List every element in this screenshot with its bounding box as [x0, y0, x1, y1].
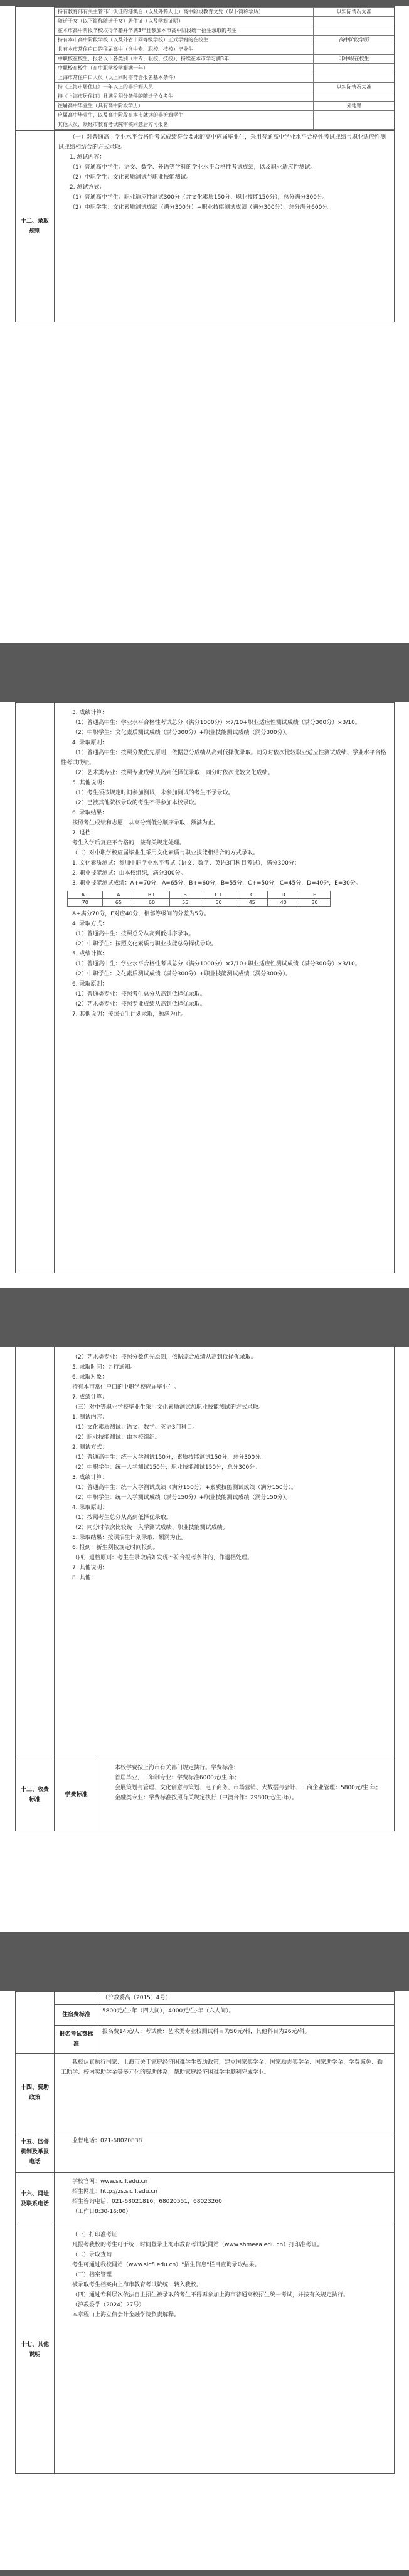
table-cell-note: [314, 92, 395, 102]
paragraph: （一）对普通高中学业水平合格性考试成绩符合要求的高中应届毕业生，采用普通高中学业水平合格性考试成绩与职业适应性测试成绩相结合的方式录取。: [58, 134, 386, 150]
table-row: [55, 111, 395, 120]
table-cell-condition: 中职校在校生（在中职学校学籍满一年）: [55, 64, 314, 73]
table-cell-condition: 持有本市高中阶段学校（以及外省市同等级学校）正式学籍的在校生: [55, 36, 314, 45]
table-cell-condition: 上海市常住户口人员（以上同时需符合报名基本条件）: [55, 73, 314, 83]
section-16-content: [55, 2173, 395, 2226]
paragraph: 6. 报到：新生须按规定时间报到。: [72, 1545, 159, 1551]
section-14-text: 我校认真执行国家、上海市关于家庭经济困难学生资助政策，建立国家奖学金、国家励志奖学金、国家助学金、学费减免、勤工助学、校内奖助学金等多元化的资助体系，帮助家庭经济困难学生顺利完成学业。: [61, 2059, 383, 2076]
paragraph: 凡报考我校的考生可于统一时间登录上海市教育考试院网站（www.shmeea.edu.cn）打印准考证。: [72, 2242, 323, 2248]
page3-content: [55, 1347, 395, 1759]
page3-left-blank: [16, 1347, 55, 1759]
paragraph: 2. 测试方式：: [72, 1444, 108, 1451]
paragraph: 5. 录取时间：另行通知。: [72, 1364, 136, 1370]
paragraph: 6. 录取结果：: [72, 810, 108, 816]
grade-value-cell: 45: [236, 899, 268, 907]
paragraph: （四）通过专科层次依法自主招生被录取的考生不得再参加上海市普通高校招生统一考试，并按有关规定执行。: [72, 2292, 349, 2298]
grade-value-cell: 70: [68, 899, 103, 907]
table-cell-note: [314, 17, 395, 26]
section-12-content: [55, 131, 395, 322]
paragraph: 2. 职业技能测试：由本校组织，满分300分。: [72, 870, 186, 876]
paragraph: （2）同分时依次比较统一入学测试成绩、职业技能测试成绩。: [72, 1525, 228, 1531]
document-page-1: [15, 6, 394, 643]
paragraph: （1）普通高中生：统一入学测试成绩（满分150分）+素质技能测试成绩（满分150分）。: [72, 1485, 297, 1491]
table-cell-note: 外地籍: [314, 102, 395, 111]
exam-fee-text: 报名费14元/人；考试费：艺术类专业校测试科目为50元/科，其他科目为26元/科。: [98, 2026, 395, 2054]
paragraph: （2）中职学生：按照文化素质与职业技能总分择优录取。: [72, 941, 217, 947]
table-row: [55, 45, 395, 55]
paragraph: 本章程由上海立信会计金融学院负责解释。: [72, 2312, 180, 2318]
paragraph: （1）普通高中生：学业水平合格性考试总分（满分1000分）×7/10+职业适应性测试成绩（满分300分）×3/10。: [72, 720, 361, 726]
page2-paras: [61, 708, 388, 888]
paragraph: （一）打印准考证: [72, 2232, 118, 2238]
section-17-label: 十七、其他说明: [16, 2226, 55, 2474]
document-page-4: [15, 1991, 394, 2570]
paragraph: 金融类专业：学费标准按照有关规定执行（中澳合作：29800元/生·年）。: [115, 1795, 298, 1801]
paragraph: （1）普通高中生：按照分数优先原则，依据总分成绩从高到低择优录取。同分时依次比较职业适应性测试成绩、学业水平合格性考试成绩。: [61, 750, 386, 766]
table-cell-condition: 应届高中毕业生，以及高中阶段在本市就读的非沪籍学生: [55, 111, 314, 120]
paragraph: 1. 测试内容：: [72, 1414, 108, 1421]
page4-left-blank: [16, 1992, 55, 2054]
grade-header-cell: A: [103, 891, 134, 899]
paragraph: 3. 职业技能测试成绩：A+=70分，A=65分，B+=60分，B=55分，C+=50分，C=45分，D=40分，E=30分。: [72, 880, 361, 886]
paragraph: （2）中职学生：统一入学测试150分，职业技能测试150分，总分300分。: [72, 1464, 261, 1471]
table-cell-condition: 随迁子女（以下简称随迁子女）居住证（以及学籍证明）: [55, 17, 314, 26]
table-cell-note: [314, 120, 395, 130]
paragraph: 7. 成绩计算：: [72, 1394, 108, 1401]
section-15-text: 监督电话：021-68020838: [72, 2138, 142, 2144]
page2-left-blank: [16, 703, 55, 1273]
paragraph: A+满分70分，E对应40分，相邻等级间的分差为5分。: [72, 911, 210, 917]
eligibility-inner-table: [55, 7, 395, 130]
paragraph: （2）中职学生：文化素质测试成绩（满分300分）+职业技能测试成绩（满分300分）。: [72, 971, 292, 977]
table-row: [55, 36, 395, 45]
document-page-2: [15, 702, 394, 1288]
paragraph: 7. 其他说明：按照招生计划录取，额满为止。: [72, 1011, 187, 1017]
section-13-label: 十三、收费标准: [16, 1759, 55, 1831]
paragraph: 7. 其他说明：: [72, 1565, 108, 1571]
page4-top-blank: [55, 1992, 98, 2005]
table-row: [55, 73, 395, 83]
paragraph: 1. 文化素质测试：参加中职学业水平考试（语文、数学、英语3门科目考试），满分300分；: [72, 860, 300, 866]
grade-value-cell: 65: [103, 899, 134, 907]
contact-line: （工作日8:30-16:00）: [72, 2209, 132, 2215]
exam-fee-label: 报名考试费标准: [55, 2026, 98, 2054]
grade-header-cell: D: [268, 891, 299, 899]
paragraph: （沪教委学（2024）27号）: [72, 2302, 145, 2308]
paragraph: （三）档案管理: [72, 2272, 112, 2278]
paragraph: （二）对中职学校应届毕业生采用文化素质与职业技能相结合的方式录取。: [72, 850, 259, 856]
paragraph: （2）中职学生：文化素质测试成绩（满分300分）+职业技能测试成绩（满分300分），总分满分600分。: [70, 204, 334, 211]
contact-line: 招生网址：http://zs.sicfl.edu.cn: [72, 2189, 157, 2195]
page-gap-top: [0, 0, 409, 6]
page-gap-1: [0, 643, 409, 702]
paragraph: （1）普通高中生：学业水平合格性考试总分（满分1000分）×7/10+职业适应性测试成绩（满分300分）×3/10。: [72, 961, 361, 967]
contact-line: 招生咨询电话：021-68021816，68020551，68023260: [72, 2199, 222, 2205]
page2-table: [15, 702, 395, 1273]
table-left-blank: [16, 7, 55, 130]
paragraph: （2）艺术类专业：按照分数优先原则，依据综合成绩从高到低择优录取。: [72, 1354, 257, 1360]
section-17-content: [55, 2226, 395, 2474]
paragraph: 按照考生成绩和志愿，从高分到低分顺序录取，额满为止。: [72, 820, 220, 826]
grade-value-cell: 55: [169, 899, 201, 907]
table-cell-note: [314, 64, 395, 73]
table-cell-note: [314, 26, 395, 36]
page2-paras-after: [61, 909, 388, 1019]
paragraph: 5. 录取结果：按照招生计划录取，额满为止。: [72, 1535, 187, 1541]
table-cell-condition: 往届高中毕业生（具有高中阶段学历）: [55, 102, 314, 111]
table-cell-note: 高中阶段学历: [314, 36, 395, 45]
table-cell-note: 以实际情况为准: [314, 83, 395, 92]
paragraph: 4. 录取方式：: [72, 921, 108, 927]
table-cell-condition: 持《上海市居住证》一年以上的非沪籍人员: [55, 83, 314, 92]
paragraph: 首届毕业，三年制专业：学费标准6000元/生·年；: [115, 1775, 240, 1781]
grade-header-cell: B+: [134, 891, 169, 899]
table-row: [55, 92, 395, 102]
paragraph: （1）普通高中生：统一入学测试150分，素质技能测试150分，总分300分。: [72, 1454, 267, 1461]
document-page-3: [15, 1347, 394, 1932]
paragraph: 持有本市常住户口的中职学校应届毕业生。: [72, 1384, 180, 1391]
paragraph: 4. 录取原则：: [72, 1505, 108, 1511]
page-gap-2: [0, 1288, 409, 1347]
table-cell-condition: 在本市高中阶段学校取得学籍并学满3年且参加本市高中阶段统一招生录取的考生: [55, 26, 314, 36]
page-gap-bottom: [0, 2570, 409, 2576]
eligibility-table: [15, 6, 395, 130]
paragraph: 4. 录取原则：: [72, 740, 108, 746]
section-15-label: 十五、监督机制及举报电话: [16, 2132, 55, 2173]
table-cell-note: [314, 45, 395, 55]
grade-value-cell: 40: [268, 899, 299, 907]
table-row: [55, 64, 395, 73]
page4-table: [15, 1991, 395, 2474]
paragraph: 考生入学后复查不合格的，按有关规定处理。: [72, 840, 186, 846]
section-13-content: [98, 1759, 395, 1831]
paragraph: 6. 录取原则：: [72, 981, 108, 987]
paragraph: 3. 成绩计算：: [72, 1475, 108, 1481]
page4-top-line: （沪教委高（2015）4号）: [98, 1992, 395, 2005]
section-13-sub-label: 学费标准: [55, 1759, 98, 1831]
paragraph: （1）普通高中生：按照总分从高到低排序录取。: [72, 931, 194, 937]
table-row: [55, 26, 395, 36]
paragraph: 6. 录取对象：: [72, 1374, 108, 1380]
paragraph: （2）艺术类专业：按照专业成绩从高到低择优录取，同分时依次比较文化成绩。: [72, 770, 274, 776]
paragraph: （1）普通高中学生：职业适应性测试300分（含文化素质150分、职业技能150分），总分满分300分。: [70, 194, 328, 201]
grade-table: [67, 891, 331, 907]
table-row: [55, 102, 395, 111]
section-14-label: 十四、资助政策: [16, 2054, 55, 2132]
table-cell-note: [314, 111, 395, 120]
table-cell-condition: 具有本市常住户口的往届高中（含中专、职校、技校）毕业生: [55, 45, 314, 55]
grade-header-cell: A+: [68, 891, 103, 899]
table-cell-note: 非中职在校生: [314, 55, 395, 64]
paragraph: 5. 其他说明：: [72, 780, 108, 786]
paragraph: （2）中职学生：文化素质测试成绩（满分300分）+职业技能测试成绩（满分300分）。: [72, 730, 292, 736]
contact-line: 学校官网：www.sicfl.edu.cn: [72, 2179, 148, 2185]
table-row: [55, 17, 395, 26]
table-row: [55, 8, 395, 17]
paragraph: （1）文化素质测试：语文、数学、英语3门科目。: [72, 1424, 198, 1431]
paragraph: （三）对中等职业学校毕业生采用文化素质测试加职业技能测试的方式录取。: [72, 1404, 265, 1411]
table-cell-note: [314, 73, 395, 83]
lodging-fee-text: 5800元/生·年（四人间），4000元/生·年（六人间）。: [98, 2005, 395, 2026]
table-cell-note: 以实际情况为准: [314, 8, 395, 17]
grade-header-cell: C+: [201, 891, 236, 899]
paragraph: （四）退档原则：考生在录取后如发现不符合报考条件的，作退档处理。: [72, 1555, 253, 1561]
table-cell-condition: 持有教育部有关主管部门认证的港澳台（以及外籍人士）高中阶段教育文凭（以下简称学历）: [55, 8, 314, 17]
paragraph: 会展策划与管理、文化创意与策划、电子商务、市场营销、大数据与会计、工商企业管理：5800元/生·年；: [115, 1785, 381, 1791]
section-12-label: 十二、录取规则: [16, 131, 55, 322]
paragraph: 7. 退档：: [72, 830, 97, 836]
page3-table: [15, 1347, 395, 1831]
grade-header-cell: E: [299, 891, 331, 899]
table-row: [55, 55, 395, 64]
section-15-content: [55, 2132, 395, 2173]
grade-header-cell: C: [236, 891, 268, 899]
paragraph: （2）职业技能测试：由本校组织。: [72, 1434, 161, 1441]
paragraph: （1）按照考生总分从高到低择优录取。: [72, 1515, 172, 1521]
grade-value-cell: 30: [299, 899, 331, 907]
grade-value-cell: 50: [201, 899, 236, 907]
table-row: [55, 120, 395, 130]
table-row: [55, 83, 395, 92]
table-cell-condition: 中职校在校生，报名以下各类别（中专、职校、技校），持续在本市学习满3年: [55, 55, 314, 64]
paragraph: 1. 测试内容：: [70, 154, 105, 160]
paragraph: （2）中职学生：统一入学测试成绩（满分150分）+职业技能测试成绩（满分150分）。: [72, 1495, 292, 1501]
paragraph: 3. 成绩计算：: [72, 710, 108, 716]
paragraph: 本校学费按上海市有关部门规定执行。学费标准：: [115, 1765, 240, 1771]
table-cell-condition: 持《上海市居住证》且满足积分条件的随迁子女考生: [55, 92, 314, 102]
paragraph: （1）普通高中学生：语文、数学、外语等学科的学业水平合格性考试成绩，以及职业适应性测试。: [70, 164, 316, 171]
paragraph: （2）已被其他院校录取的考生不得参加本校录取。: [72, 800, 200, 806]
paragraph: 2. 测试方式：: [70, 184, 105, 191]
page2-content: [55, 703, 395, 1273]
page-gap-3: [0, 1932, 409, 1991]
section-16-label: 十六、网址及联系电话: [16, 2173, 55, 2226]
section-12-table: [15, 130, 395, 322]
table-cell-condition: 其他人员，须经市教育考试院审核同意后方可报名: [55, 120, 314, 130]
paragraph: 8. 其他：: [72, 1575, 97, 1581]
section-14-content: [55, 2054, 395, 2132]
paragraph: （1）考生须按规定时间参加测试，未参加测试的考生不予录取。: [72, 790, 234, 796]
paragraph: （2）艺术类专业：按照专业成绩从高到低择优录取。: [72, 1001, 206, 1007]
paragraph: （1）普通类专业：按照考生总分从高到低择优录取。: [72, 991, 206, 997]
paragraph: 5. 成绩计算：: [72, 951, 108, 957]
paragraph: 被录取考生档案由上海市教育考试院统一转入我校。: [72, 2282, 203, 2288]
paragraph: （二）录取查询: [72, 2252, 112, 2258]
paragraph: （2）中职学生：文化素质测试与职业技能测试。: [70, 174, 192, 181]
grade-header-cell: B: [169, 891, 201, 899]
lodging-fee-label: 住宿费标准: [55, 2005, 98, 2026]
paragraph: 考生可通过我校网站（www.sicfl.edu.cn）"招生信息"栏目查询录取结果。: [72, 2262, 260, 2268]
grade-value-cell: 60: [134, 899, 169, 907]
